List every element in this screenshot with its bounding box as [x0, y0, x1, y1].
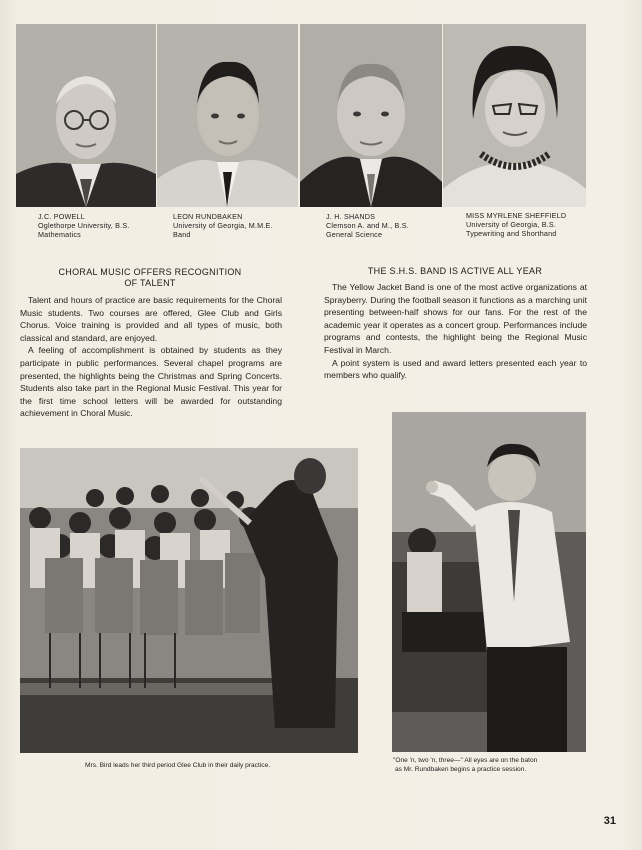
band-paragraph-2: A point system is used and award letters presented each year to members who qualify.	[324, 357, 587, 381]
faculty-subject: General Science	[326, 230, 383, 239]
portrait-rundbaken	[157, 24, 298, 207]
faculty-subject: Band	[173, 230, 191, 239]
choral-article	[20, 294, 282, 420]
faculty-degree: University of Georgia, B.S.	[466, 220, 557, 229]
faculty-degree: Oglethorpe University, B.S.	[38, 221, 130, 230]
portrait-powell	[16, 24, 156, 207]
caption-powell	[38, 212, 130, 239]
choral-heading: CHORAL MUSIC OFFERS RECOGNITION OF TALENT	[58, 267, 242, 288]
band-caption: "One 'n, two 'n, three—" All eyes are on the baton as Mr. Rundbaken begins a practice session.	[393, 757, 538, 773]
band-photo	[392, 412, 586, 752]
glee-club-caption: Mrs. Bird leads her third period Glee Club in their daily practice.	[85, 762, 271, 769]
band-paragraph-1: The Yellow Jacket Band is one of the most active organizations at Sprayberry. During the football season it functions as a marching unit presenting between-half shows for our fans. For the rest of the academic year it operates as a concert group. Performances include programs and contests, the highlight being the Regional Music Festival in March.	[324, 282, 587, 355]
portrait-shands	[300, 24, 442, 207]
choral-paragraph-2: A feeling of accomplishment is obtained by students as they participate in public performances. Several chapel programs are presented, the highlights being the Christmas and Spring Concerts. Students also take part in the Regional Music Festival. This year for the first time school letters will be awarded for outstanding achievement in Choral Music.	[20, 345, 282, 419]
band-heading: THE S.H.S. BAND IS ACTIVE ALL YEAR	[367, 266, 543, 276]
choral-paragraph-1: Talent and hours of practice are basic requirements for the Choral Music students. Two courses are offered, Glee Club and Girls Chorus. Voice training is provided and all types of music, both classical and standard, are enjoyed.	[20, 295, 282, 343]
caption-sheffield	[466, 211, 566, 238]
faculty-name: MISS MYRLENE SHEFFIELD	[466, 211, 567, 220]
glee-club-photo	[20, 448, 358, 753]
portrait-sheffield	[443, 24, 586, 207]
faculty-degree: Clemson A. and M., B.S.	[326, 221, 409, 230]
faculty-subject: Mathematics	[38, 230, 81, 239]
faculty-name: J.C. POWELL	[38, 212, 85, 221]
faculty-name: LEON RUNDBAKEN	[173, 212, 243, 221]
faculty-degree: University of Georgia, M.M.E.	[173, 221, 273, 230]
caption-rundbaken	[173, 212, 273, 239]
caption-shands	[326, 212, 409, 239]
faculty-name: J. H. SHANDS	[326, 212, 376, 221]
band-article	[324, 281, 587, 382]
faculty-subject: Typewriting and Shorthand	[466, 229, 557, 238]
page-number: 31	[603, 815, 616, 827]
